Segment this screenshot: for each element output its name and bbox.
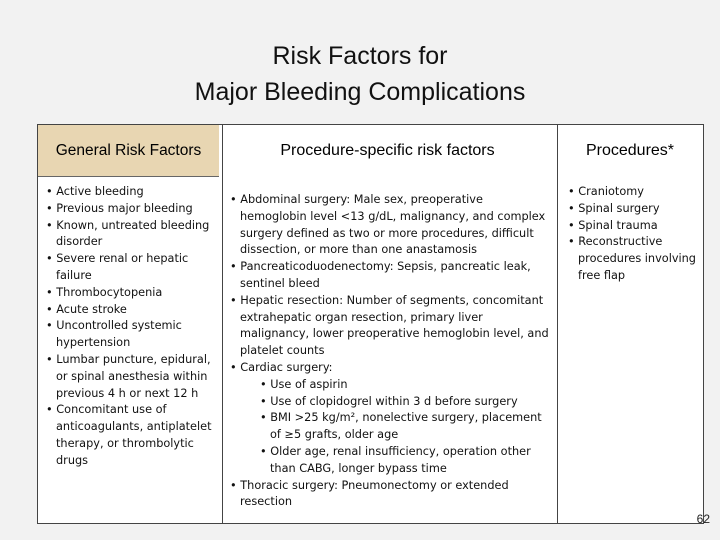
header-general-risk-factors: General Risk Factors — [38, 125, 219, 177]
list-item: • Previous major bleeding — [44, 201, 216, 218]
list-item: • Known, untreated bleeding disorder — [44, 218, 216, 252]
list-item: • Pancreaticoduodenectomy: Sepsis, pancreatic leak, sentinel bleed — [228, 259, 552, 293]
page-number: 62 — [696, 512, 710, 526]
cardiac-subitem: • Use of clopidogrel within 3 d before surgery — [228, 394, 552, 411]
slide-title-line-1: Risk Factors for — [272, 42, 448, 70]
cardiac-subitem: • BMI >25 kg/m², nonelective surgery, placement of ≥5 grafts, older age — [228, 410, 552, 444]
column-divider — [222, 125, 223, 523]
list-item: • Abdominal surgery: Male sex, preoperative hemoglobin level <13 g/dL, malignancy, and complex surgery defined as two or more procedures, difficult dissection, or more than one anastamosis — [228, 192, 552, 259]
slide-title-line-2: Major Bleeding Complications — [194, 78, 526, 106]
list-item: • Cardiac surgery: — [228, 360, 552, 377]
list-item: • Thoracic surgery: Pneumonectomy or extended resection — [228, 478, 552, 512]
procedures-list — [566, 184, 700, 285]
cardiac-subitem: • Older age, renal insufficiency, operation other than CABG, longer bypass time — [228, 444, 552, 478]
header-procedure-specific: Procedure-specific risk factors — [280, 141, 495, 159]
list-item: • Active bleeding — [44, 184, 216, 201]
list-item: • Acute stroke — [44, 302, 216, 319]
list-item: • Hepatic resection: Number of segments, concomitant extrahepatic organ resection, primary liver malignancy, lower preoperative hemoglobin level, and platelet counts — [228, 293, 552, 360]
slide-title — [0, 38, 720, 110]
list-item: • Lumbar puncture, epidural, or spinal anesthesia within previous 4 h or next 12 h — [44, 352, 216, 402]
risk-factors-table — [37, 124, 704, 524]
list-item: • Spinal trauma — [566, 218, 700, 235]
general-risk-factors-list — [44, 184, 216, 470]
list-item: • Reconstructive procedures involving free flap — [566, 234, 700, 284]
list-item: • Craniotomy — [566, 184, 700, 201]
list-item: • Thrombocytopenia — [44, 285, 216, 302]
procedure-specific-risk-list — [228, 192, 552, 511]
column-divider — [557, 125, 558, 523]
cardiac-subitem: • Use of aspirin — [228, 377, 552, 394]
list-item: • Uncontrolled systemic hypertension — [44, 318, 216, 352]
header-procedures: Procedures* — [585, 141, 675, 159]
list-item: • Severe renal or hepatic failure — [44, 251, 216, 285]
list-item: • Spinal surgery — [566, 201, 700, 218]
list-item: • Concomitant use of anticoagulants, antiplatelet therapy, or thrombolytic drugs — [44, 402, 216, 469]
